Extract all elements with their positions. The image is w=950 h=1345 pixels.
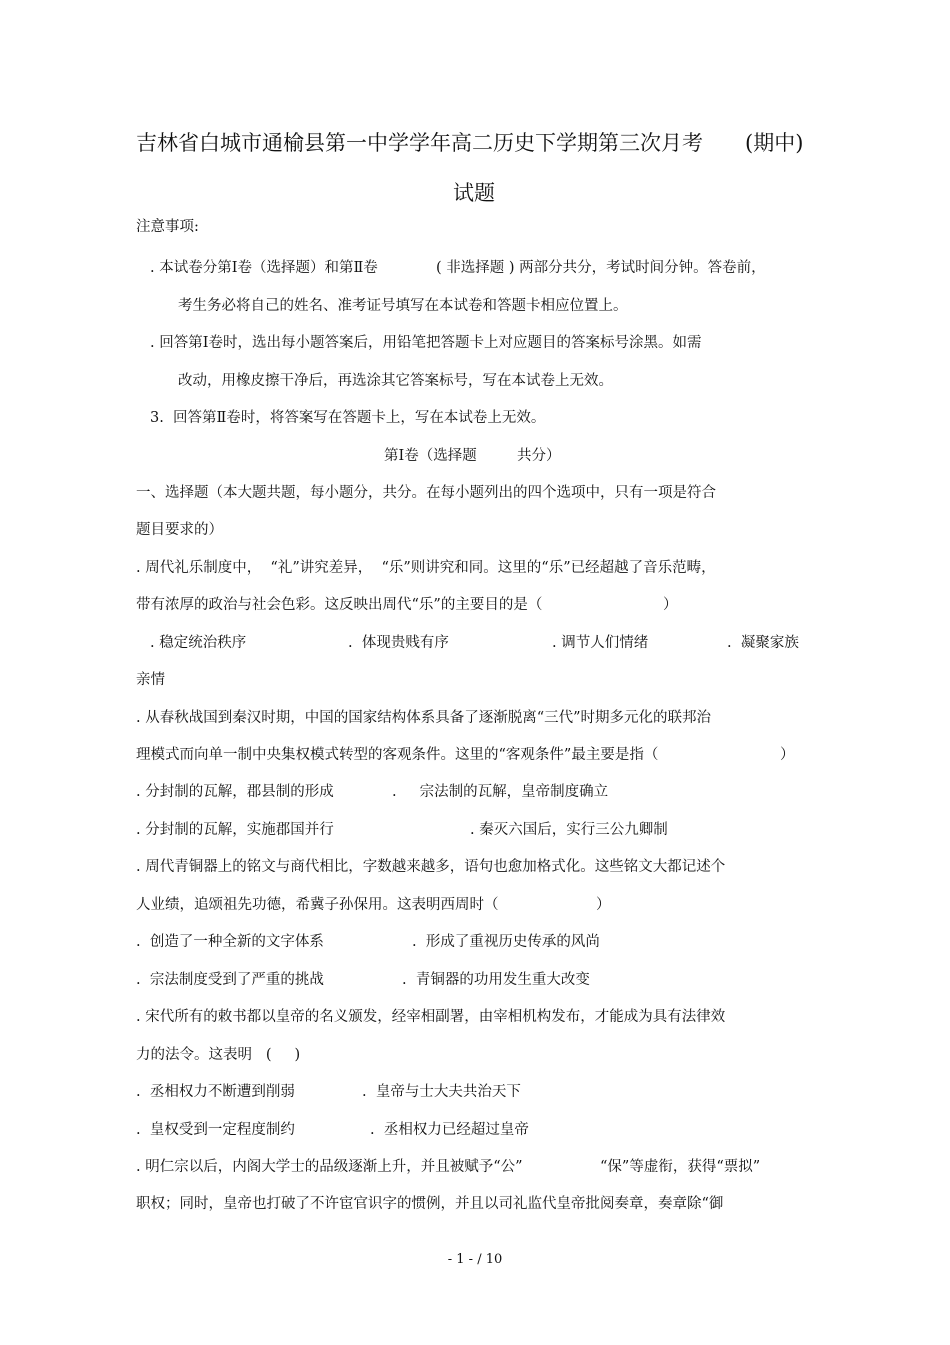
question-3-option-b: . 形成了重视历史传承的风尚 bbox=[412, 934, 600, 950]
question-1-stem-line2: 带有浓厚的政治与社会色彩。这反映出周代“乐”的主要目的是（ bbox=[136, 597, 543, 613]
title-line2: 试题 bbox=[453, 181, 495, 205]
question-2-stem: . 从春秋战国到秦汉时期，中国的国家结构体系具备了逐渐脱离“三代”时期多元化的联邦治 bbox=[136, 710, 712, 726]
question-4-option-d: . 丞相权力已经超过皇帝 bbox=[370, 1122, 529, 1138]
question-2-option-d: . 秦灭六国后，实行三公九卿制 bbox=[470, 822, 668, 838]
question-4-option-b: . 皇帝与士大夫共治天下 bbox=[362, 1084, 521, 1100]
section-intro-line2: 题目要求的） bbox=[136, 522, 223, 538]
question-1-paren: ） bbox=[663, 597, 678, 613]
title-main: 吉林省白城市通榆县第一中学学年高二历史下学期第三次月考 bbox=[136, 131, 703, 155]
question-1-option-d-cont: 亲情 bbox=[136, 672, 165, 688]
question-3-option-c: . 宗法制度受到了严重的挑战 bbox=[136, 972, 324, 988]
question-3-option-d: . 青铜器的功用发生重大改变 bbox=[402, 972, 590, 988]
notice-item-1: . 本试卷分第Ⅰ卷（选择题）和第Ⅱ卷 bbox=[150, 260, 378, 276]
question-1-stem: . 周代礼乐制度中， “礼”讲究差异， “乐”则讲究和同。这里的“乐”已经超越了音乐范畴， bbox=[136, 560, 716, 576]
question-1-option-b: . 体现贵贱有序 bbox=[348, 635, 449, 651]
notice-item-1-cont: ( 非选择题 ) 两部分共分，考试时间分钟。答卷前， bbox=[436, 260, 766, 276]
section-intro: 一、选择题（本大题共题，每小题分，共分。在每小题列出的四个选项中，只有一项是符合 bbox=[136, 485, 716, 501]
question-2-option-c: . 分封制的瓦解，实施郡国并行 bbox=[136, 822, 334, 838]
question-4-stem-line2: 力的法令。这表明 ( ) bbox=[136, 1047, 301, 1063]
notice-item-2: . 回答第Ⅰ卷时，选出每小题答案后，用铅笔把答题卡上对应题目的答案标号涂黑。如需 bbox=[150, 335, 702, 351]
question-5-stem-line2: 职权；同时，皇帝也打破了不许宦官识字的惯例，并且以司礼监代皇帝批阅奏章，奏章除“御 bbox=[136, 1196, 724, 1212]
question-4-option-a: . 丞相权力不断遭到削弱 bbox=[136, 1084, 295, 1100]
section-heading-cont: 共分） bbox=[517, 448, 561, 464]
question-1-option-c: . 调节人们情绪 bbox=[552, 635, 649, 651]
question-4-stem: . 宋代所有的敕书都以皇帝的名义颁发，经宰相副署，由宰相机构发布，才能成为具有法律效 bbox=[136, 1009, 726, 1025]
question-2-option-b: . 宗法制的瓦解，皇帝制度确立 bbox=[392, 784, 609, 800]
notice-item-2-line2: 改动，用橡皮擦干净后，再选涂其它答案标号，写在本试卷上无效。 bbox=[178, 373, 613, 389]
question-2-stem-line2: 理模式而向单一制中央集权模式转型的客观条件。这里的“客观条件”最主要是指（ bbox=[136, 747, 659, 763]
notice-item-3: 3. 回答第Ⅱ卷时，将答案写在答题卡上，写在本试卷上无效。 bbox=[150, 410, 546, 426]
section-heading: 第Ⅰ卷（选择题 bbox=[384, 448, 477, 464]
question-2-paren: ） bbox=[780, 747, 795, 763]
question-5-stem-cont: “保”等虚衔，获得“票拟” bbox=[600, 1159, 761, 1175]
question-3-paren: ） bbox=[596, 897, 611, 913]
notice-heading: 注意事项: bbox=[136, 219, 199, 235]
question-3-stem: . 周代青铜器上的铭文与商代相比，字数越来越多，语句也愈加格式化。这些铭文大都记述个 bbox=[136, 859, 726, 875]
question-3-option-a: . 创造了一种全新的文字体系 bbox=[136, 934, 324, 950]
question-2-option-a: . 分封制的瓦解，郡县制的形成 bbox=[136, 784, 334, 800]
question-3-stem-line2: 人业绩，追颂祖先功德，希冀子孙保用。这表明西周时（ bbox=[136, 897, 499, 913]
question-5-stem: . 明仁宗以后，内阁大学士的品级逐渐上升，并且被赋予“公” bbox=[136, 1159, 523, 1175]
title-suffix: (期中) bbox=[745, 131, 804, 155]
question-4-option-c: . 皇权受到一定程度制约 bbox=[136, 1122, 295, 1138]
question-1-option-a: . 稳定统治秩序 bbox=[150, 635, 247, 651]
notice-item-1-line2: 考生务必将自己的姓名、准考证号填写在本试卷和答题卡相应位置上。 bbox=[178, 298, 628, 314]
question-1-option-d: . 凝聚家族 bbox=[727, 635, 799, 651]
page-number: - 1 - / 10 bbox=[447, 1252, 503, 1267]
